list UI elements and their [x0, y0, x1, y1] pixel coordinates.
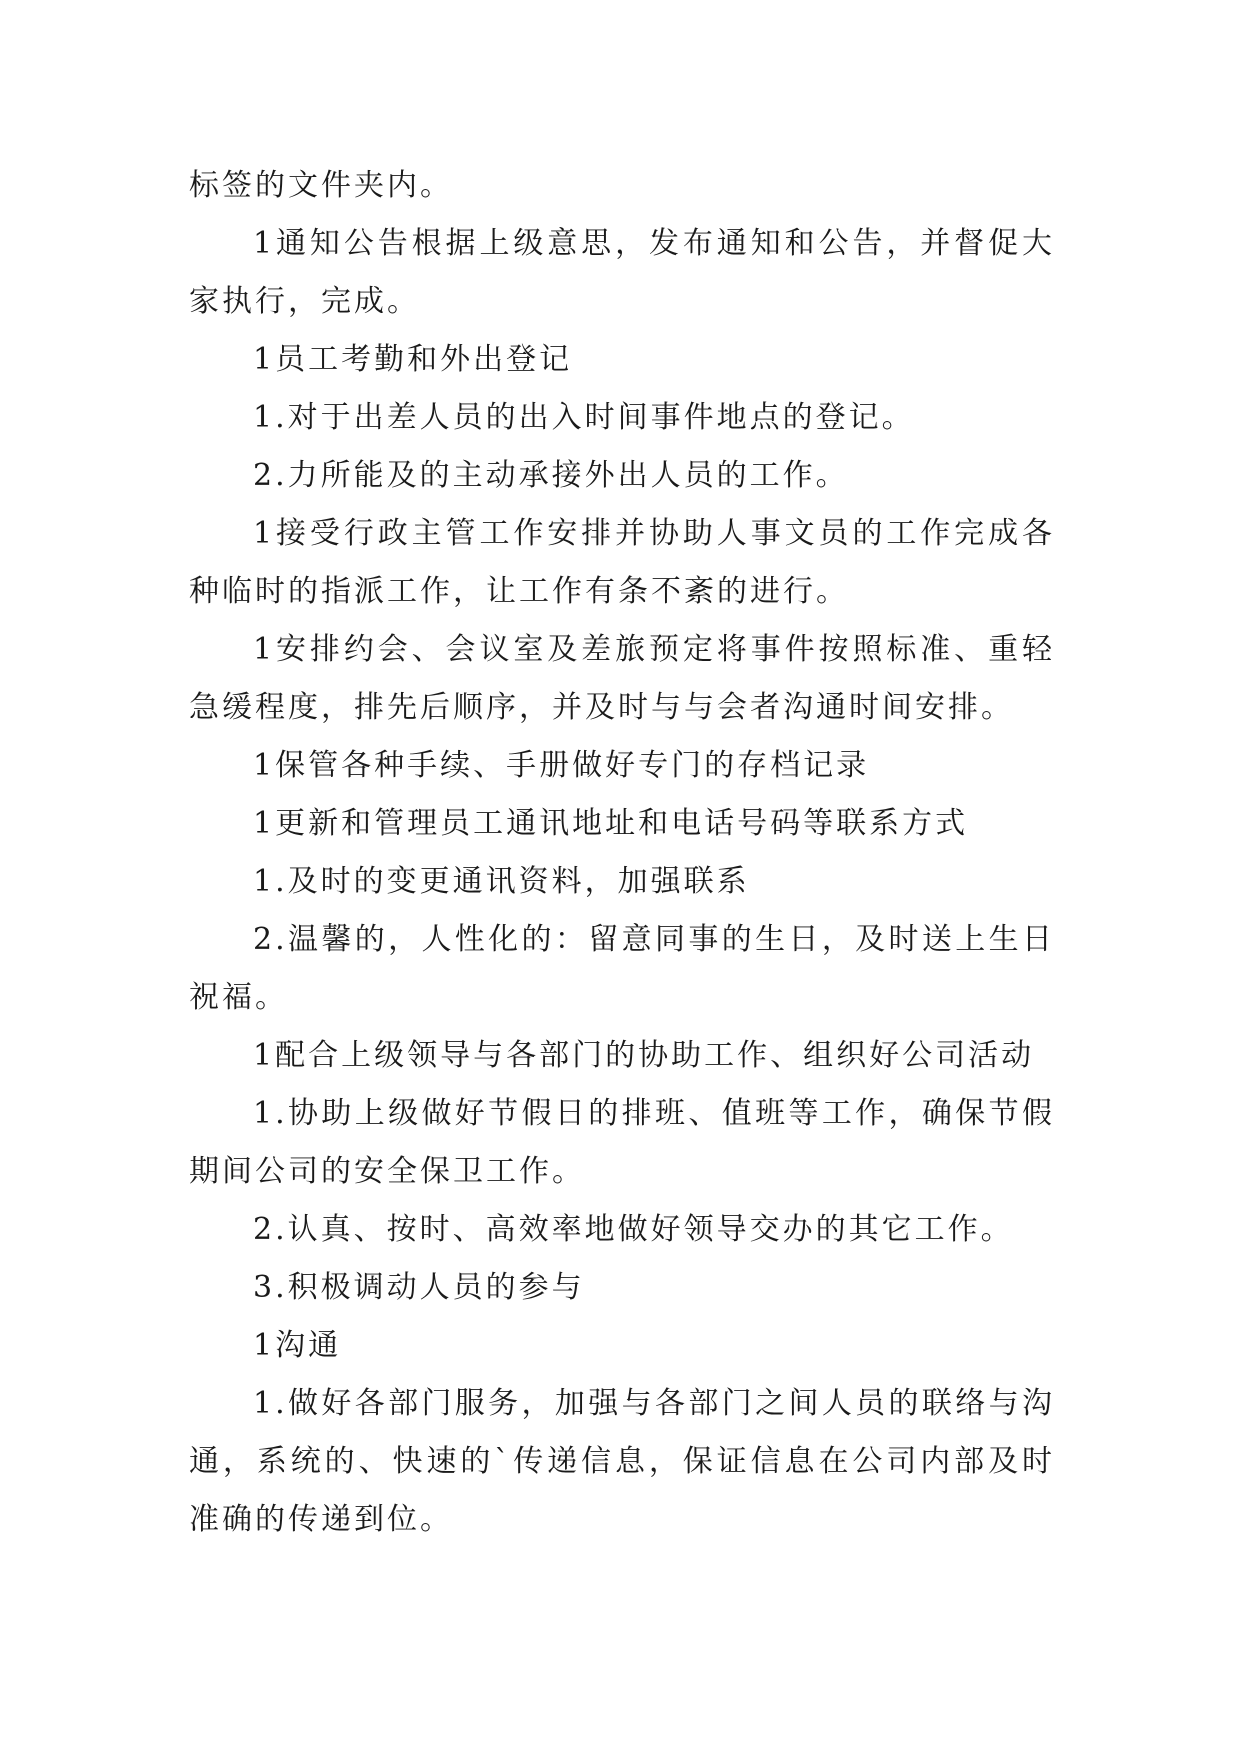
paragraph-13: 1.协助上级做好节假日的排班、值班等工作，确保节假期间公司的安全保卫工作。	[189, 1096, 1055, 1189]
paragraph-11: 2.温馨的，人性化的：留意同事的生日，及时送上生日祝福。	[189, 922, 1055, 1015]
paragraph-6: 1接受行政主管工作安排并协助人事文员的工作完成各种临时的指派工作，让工作有条不紊的进行。	[189, 516, 1055, 609]
paragraph-5: 2.力所能及的主动承接外出人员的工作。	[253, 458, 849, 493]
paragraph-1: 标签的文件夹内。	[189, 168, 453, 203]
paragraph-16: 1沟通	[253, 1328, 342, 1363]
paragraph-3: 1员工考勤和外出登记	[253, 342, 573, 377]
paragraph-2: 1通知公告根据上级意思，发布通知和公告，并督促大家执行，完成。	[189, 226, 1055, 319]
paragraph-4: 1.对于出差人员的出入时间事件地点的登记。	[253, 400, 915, 435]
paragraph-14: 2.认真、按时、高效率地做好领导交办的其它工作。	[253, 1212, 1014, 1247]
paragraph-10: 1.及时的变更通讯资料，加强联系	[253, 864, 750, 899]
paragraph-17: 1.做好各部门服务，加强与各部门之间人员的联络与沟通，系统的、快速的`传递信息，保证信息在公司内部及时准确的传递到位。	[189, 1386, 1055, 1537]
paragraph-8: 1保管各种手续、手册做好专门的存档记录	[253, 748, 870, 783]
paragraph-12: 1配合上级领导与各部门的协助工作、组织好公司活动	[253, 1038, 1035, 1073]
paragraph-15: 3.积极调动人员的参与	[253, 1270, 585, 1305]
paragraph-7: 1安排约会、会议室及差旅预定将事件按照标准、重轻急缓程度，排先后顺序，并及时与与会者沟通时间安排。	[189, 632, 1055, 725]
document-body	[189, 157, 1055, 1549]
paragraph-9: 1更新和管理员工通讯地址和电话号码等联系方式	[253, 806, 969, 841]
